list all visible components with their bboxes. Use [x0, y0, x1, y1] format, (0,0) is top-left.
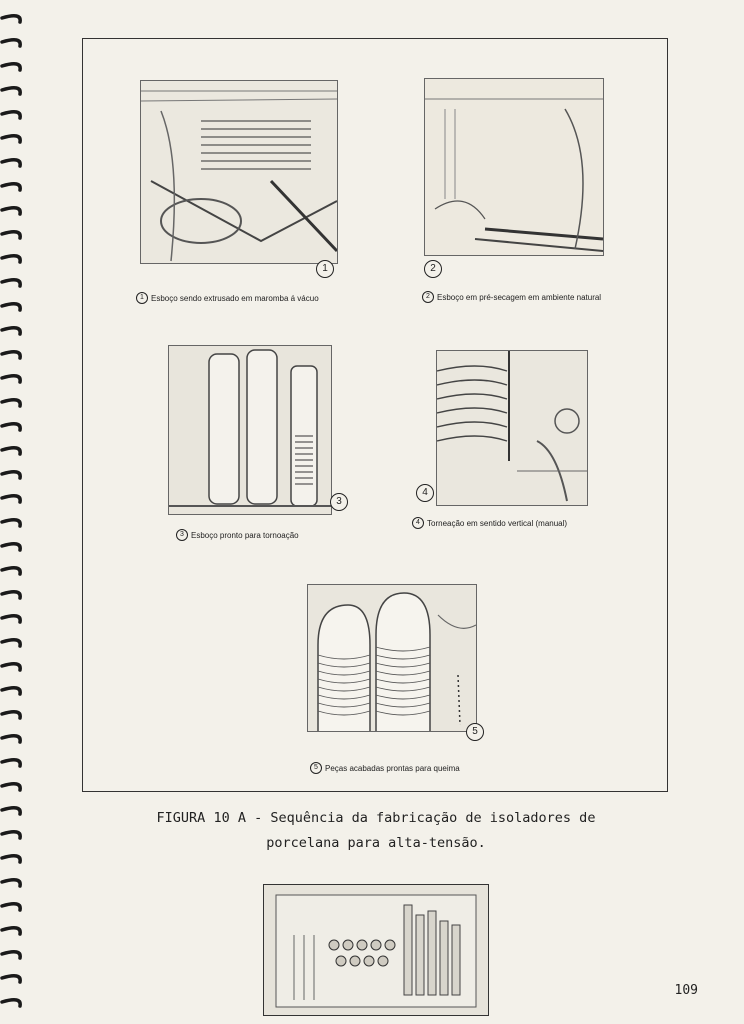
panel-3-number: 3 — [330, 493, 348, 511]
spiral-binding — [0, 0, 40, 1024]
panel-1-caption-text: Esboço sendo extrusado em maromba á vácuo — [151, 293, 319, 303]
panel-1-number: 1 — [316, 260, 334, 278]
photo-extrusion — [140, 80, 338, 264]
figure-caption-line-1: FIGURA 10 A - Sequência da fabricação de isoladores de — [156, 810, 596, 826]
photo-predrying — [424, 78, 604, 256]
panel-2-caption-number: 2 — [422, 291, 434, 303]
panel-5-caption — [310, 762, 460, 774]
panel-1-caption — [136, 292, 319, 304]
panel-3-caption-text: Esboço pronto para tornoação — [191, 530, 299, 540]
panel-2-number: 2 — [424, 260, 442, 278]
panel-4-caption — [412, 517, 567, 529]
panel-2-caption — [422, 291, 601, 303]
bottom-photo — [263, 884, 489, 1016]
panel-3-caption-number: 3 — [176, 529, 188, 541]
panel-3-caption — [176, 529, 299, 541]
panel-5-number: 5 — [466, 723, 484, 741]
panel-4-caption-number: 4 — [412, 517, 424, 529]
page-number: 109 — [674, 983, 698, 998]
figure-caption-line-2: porcelana para alta-tensão. — [266, 835, 486, 851]
panel-1-caption-number: 1 — [136, 292, 148, 304]
photo-vertical-turning — [436, 350, 588, 506]
panel-5-caption-number: 5 — [310, 762, 322, 774]
panel-4-number: 4 — [416, 484, 434, 502]
panel-4-caption-text: Torneação em sentido vertical (manual) — [427, 518, 568, 528]
panel-2-caption-text: Esboço em pré-secagem em ambiente natural — [437, 292, 602, 302]
photo-finished-pieces — [307, 584, 477, 732]
panel-5-caption-text: Peças acabadas prontas para queima — [325, 763, 460, 773]
photo-ready-for-turning — [168, 345, 332, 515]
